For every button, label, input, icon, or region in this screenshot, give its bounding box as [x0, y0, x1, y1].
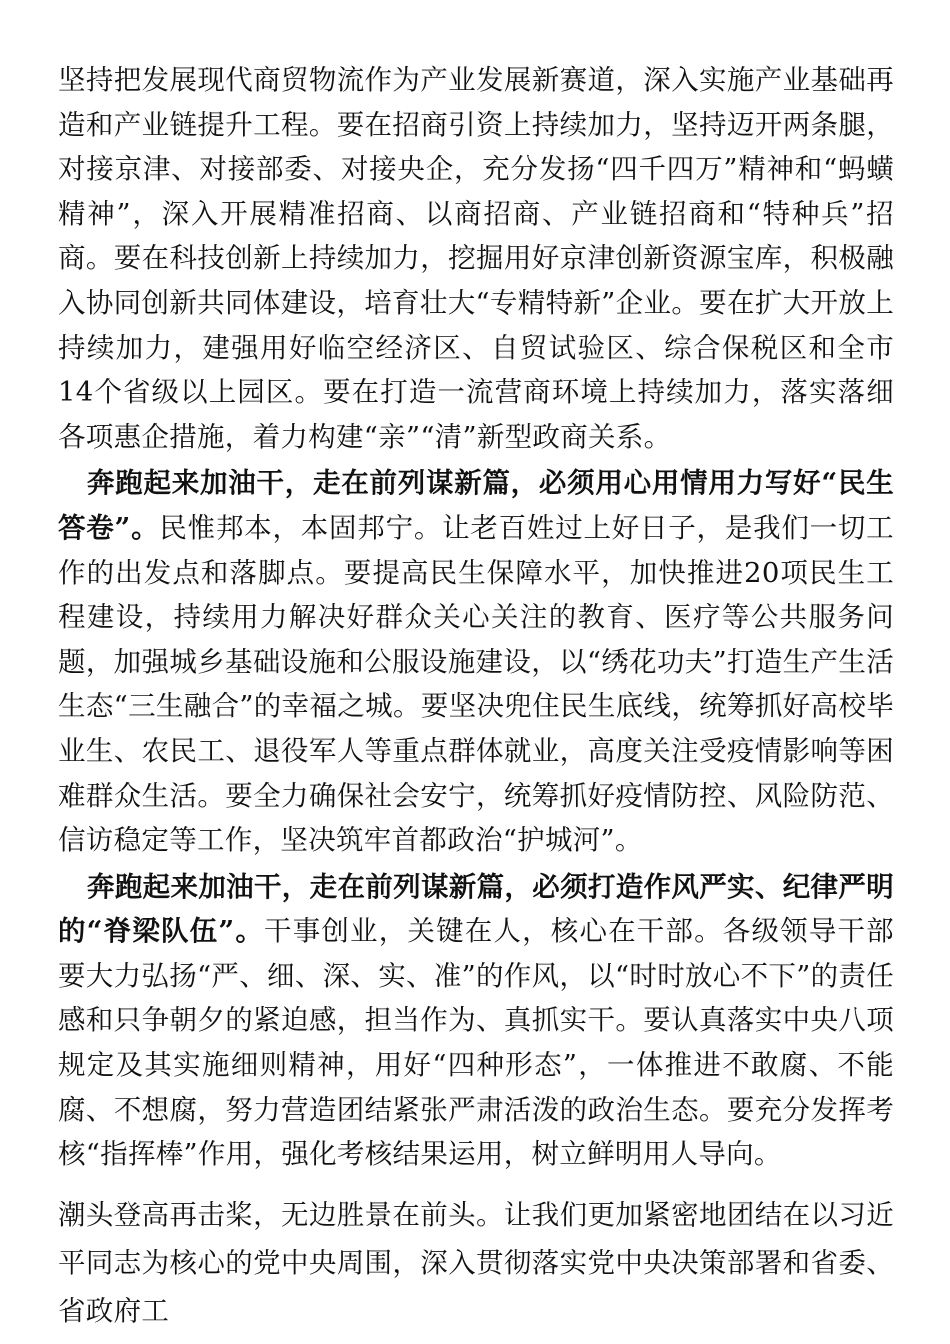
paragraph-text: 坚持把发展现代商贸物流作为产业发展新赛道，深入实施产业基础再造和产业链提升工程。要在招商引资上持续加力，坚持迈开两条腿，对接京津、对接部委、对接央企，充分发扬“四千四万”精神和“蚂蟥精神”，深入开展精准招商、以商招商、产业链招商和“特种兵”招商。要在科技创新上持续加力，挖掘用好京津创新资源宝库，积极融入协同创新共同体建设，培育壮大“专精特新”企业。要在扩大开放上持续加力，建强用好临空经济区、自贸试验区、综合保税区和全市14个省级以上园区。要在打造一流营商环境上持续加力，落实落细各项惠企措施，着力构建“亲”“清”新型政商关系。 — [58, 64, 894, 453]
paragraph-commerce-logistics — [58, 58, 894, 459]
paragraph-closing — [58, 1191, 894, 1335]
document-page — [58, 58, 894, 1335]
paragraph-cadre-team — [58, 865, 894, 1177]
paragraph-text: 潮头登高再击桨，无边胜景在前头。让我们更加紧密地团结在以习近平同志为核心的党中央周围，深入贯彻落实党中央决策部署和省委、省政府工 — [58, 1198, 894, 1327]
paragraph-livelihood — [58, 461, 894, 862]
paragraph-lead-heading: 奔跑起来加油干，走在前列谋新篇，必须用心用情用力写好“民生答卷”。 — [58, 467, 894, 544]
paragraph-text: 民惟邦本，本固邦宁。让老百姓过上好日子，是我们一切工作的出发点和落脚点。要提高民生保障水平，加快推进20项民生工程建设，持续用力解决好群众关心关注的教育、医疗等公共服务问题，加强城乡基础设施和公服设施建设，以“绣花功夫”打造生产生活生态“三生融合”的幸福之城。要坚决兜住民生底线，统筹抓好高校毕业生、农民工、退役军人等重点群体就业，高度关注受疫情影响等困难群众生活。要全力确保社会安宁，统筹抓好疫情防控、风险防范、信访稳定等工作，坚决筑牢首都政治“护城河”。 — [58, 511, 894, 857]
paragraph-lead-heading: 奔跑起来加油干，走在前列谋新篇，必须打造作风严实、纪律严明的“脊梁队伍”。 — [58, 870, 894, 948]
paragraph-text: 干事创业，关键在人，核心在干部。各级领导干部要大力弘扬“严、细、深、实、准”的作风，以“时时放心不下”的责任感和只争朝夕的紧迫感，担当作为、真抓实干。要认真落实中央八项规定及其实施细则精神，用好“四种形态”，一体推进不敢腐、不能腐、不想腐，努力营造团结紧张严肃活泼的政治生态。要充分发挥考核“指挥棒”作用，强化考核结果运用，树立鲜明用人导向。 — [58, 915, 894, 1171]
